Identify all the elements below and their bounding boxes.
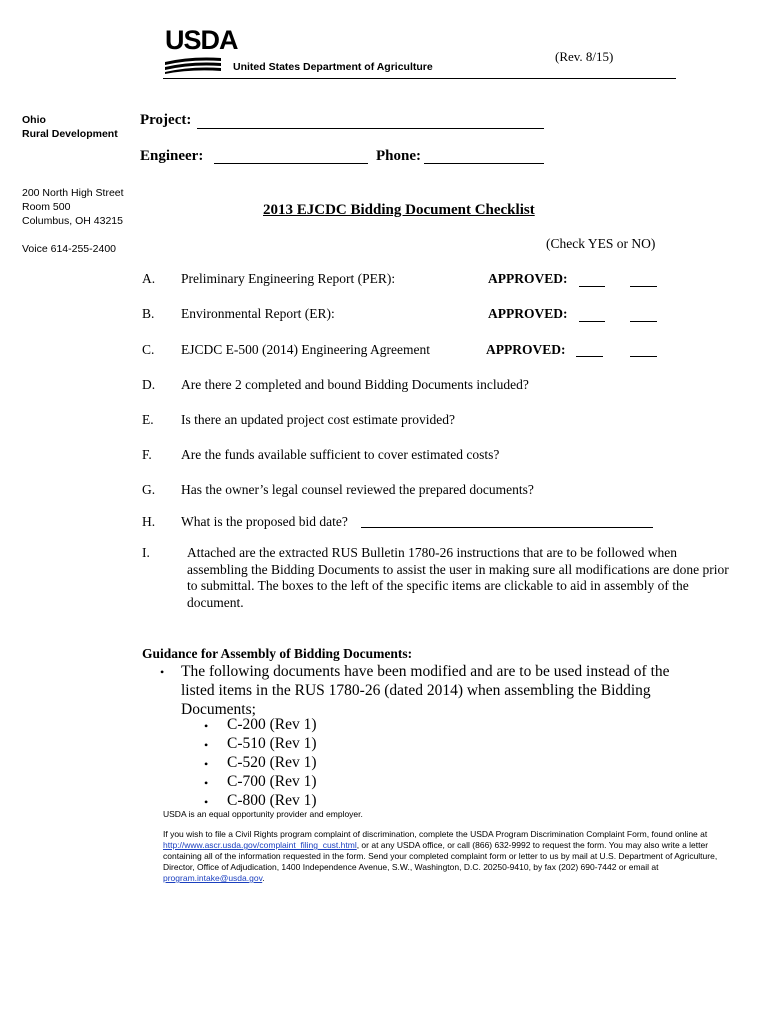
item-e-text: Is there an updated project cost estimate provided? xyxy=(181,412,456,427)
item-a-text: Preliminary Engineering Report (PER): xyxy=(181,271,396,286)
sub-item-c800: C-800 (Rev 1) xyxy=(227,792,317,809)
sub-bullet-icon: • xyxy=(204,738,209,752)
item-a-yes-blank[interactable] xyxy=(579,286,605,287)
item-h-text: What is the proposed bid date? xyxy=(181,514,348,529)
project-field[interactable] xyxy=(197,128,544,129)
check-instruction: (Check YES or NO) xyxy=(546,236,656,251)
item-b-approved-label: APPROVED: xyxy=(488,306,568,321)
phone-label: Phone: xyxy=(376,148,421,164)
engineer-label: Engineer: xyxy=(140,148,204,164)
guidance-heading: Guidance for Assembly of Bidding Documents: xyxy=(142,646,413,661)
address-line-1: 200 North High Street xyxy=(22,187,124,199)
sub-bullet-icon: • xyxy=(204,719,209,733)
address-line-3: Columbus, OH 43215 xyxy=(22,215,123,227)
item-c-yes-blank[interactable] xyxy=(576,356,603,357)
item-i-text: Attached are the extracted RUS Bulletin 1780-26 instructions that are to be followed when assembling the Bidding Documents to assist the user in making sure all modifications are done prior to submittal. The boxes to the left of the specific items are clickable to aid in assembly of the document. xyxy=(187,545,729,610)
project-label: Project: xyxy=(140,112,192,128)
header-divider xyxy=(163,78,676,79)
item-b-letter: B. xyxy=(142,306,155,321)
item-g-letter: G. xyxy=(142,482,156,497)
revision-label: (Rev. 8/15) xyxy=(555,49,614,64)
item-d-letter: D. xyxy=(142,377,156,392)
item-f-letter: F. xyxy=(142,447,152,462)
civil-rights-text-2: , or at any USDA office, or call (866) 632-9992 to request the form. You may also write a letter containing all of the information requested in the form. Send your completed complaint form or letter to us by mail at U.S. Department of Agriculture, Director, Office of Adjudication, 1400 Independence Avenue, S.W., Washington, D.C. 20250-9410, by fax (202) 690-7442 or email at xyxy=(163,840,718,872)
bullet-icon: • xyxy=(160,665,165,679)
item-b-text: Environmental Report (ER): xyxy=(181,306,335,321)
sub-bullet-icon: • xyxy=(204,776,209,790)
item-c-approved-label: APPROVED: xyxy=(486,342,566,357)
item-g-text: Has the owner’s legal counsel reviewed the prepared documents? xyxy=(181,482,534,497)
footer-period: . xyxy=(262,873,265,883)
usda-logo-text: USDA xyxy=(165,25,238,55)
civil-rights-text-1: If you wish to file a Civil Rights program complaint of discrimination, complete the USDA Program Discrimination Complaint Form, found online at xyxy=(163,829,708,839)
program-intake-email-link[interactable]: program.intake@usda.gov xyxy=(163,873,263,883)
sub-item-c700: C-700 (Rev 1) xyxy=(227,773,317,790)
item-d-text: Are there 2 completed and bound Bidding Documents included? xyxy=(181,377,529,392)
sub-item-c510: C-510 (Rev 1) xyxy=(227,735,317,752)
item-i-letter: I. xyxy=(142,545,150,560)
item-a-letter: A. xyxy=(142,271,156,286)
item-b-yes-blank[interactable] xyxy=(579,321,605,322)
sidebar-agency: Rural Development xyxy=(22,128,118,140)
equal-opportunity-statement: USDA is an equal opportunity provider and employer. xyxy=(163,809,363,819)
guidance-bullet-text: The following documents have been modified and are to be used instead of the listed items in the RUS 1780-26 (dated 2014) when assembling the Bidding Documents; xyxy=(181,663,670,718)
checklist-title: 2013 EJCDC Bidding Document Checklist xyxy=(263,202,535,218)
voice-phone: Voice 614-255-2400 xyxy=(22,243,116,255)
sub-bullet-icon: • xyxy=(204,795,209,809)
item-b-no-blank[interactable] xyxy=(630,321,657,322)
item-a-approved-label: APPROVED: xyxy=(488,271,568,286)
item-e-letter: E. xyxy=(142,412,154,427)
sub-item-c200: C-200 (Rev 1) xyxy=(227,716,317,733)
civil-rights-notice xyxy=(163,829,745,884)
item-a-no-blank[interactable] xyxy=(630,286,657,287)
engineer-field[interactable] xyxy=(214,163,368,164)
item-h-letter: H. xyxy=(142,514,156,529)
sub-item-c520: C-520 (Rev 1) xyxy=(227,754,317,771)
complaint-form-link[interactable]: http://www.ascr.usda.gov/complaint_filing_cust.html xyxy=(163,840,357,850)
item-f-text: Are the funds available sufficient to cover estimated costs? xyxy=(181,447,500,462)
bid-date-field[interactable] xyxy=(361,527,653,528)
sidebar-state: Ohio xyxy=(22,114,46,126)
phone-field[interactable] xyxy=(424,163,544,164)
sub-bullet-icon: • xyxy=(204,757,209,771)
address-line-2: Room 500 xyxy=(22,201,71,213)
department-name: United States Department of Agriculture xyxy=(233,61,433,73)
item-c-text: EJCDC E-500 (2014) Engineering Agreement xyxy=(181,342,430,357)
item-c-letter: C. xyxy=(142,342,155,357)
item-c-no-blank[interactable] xyxy=(630,356,657,357)
